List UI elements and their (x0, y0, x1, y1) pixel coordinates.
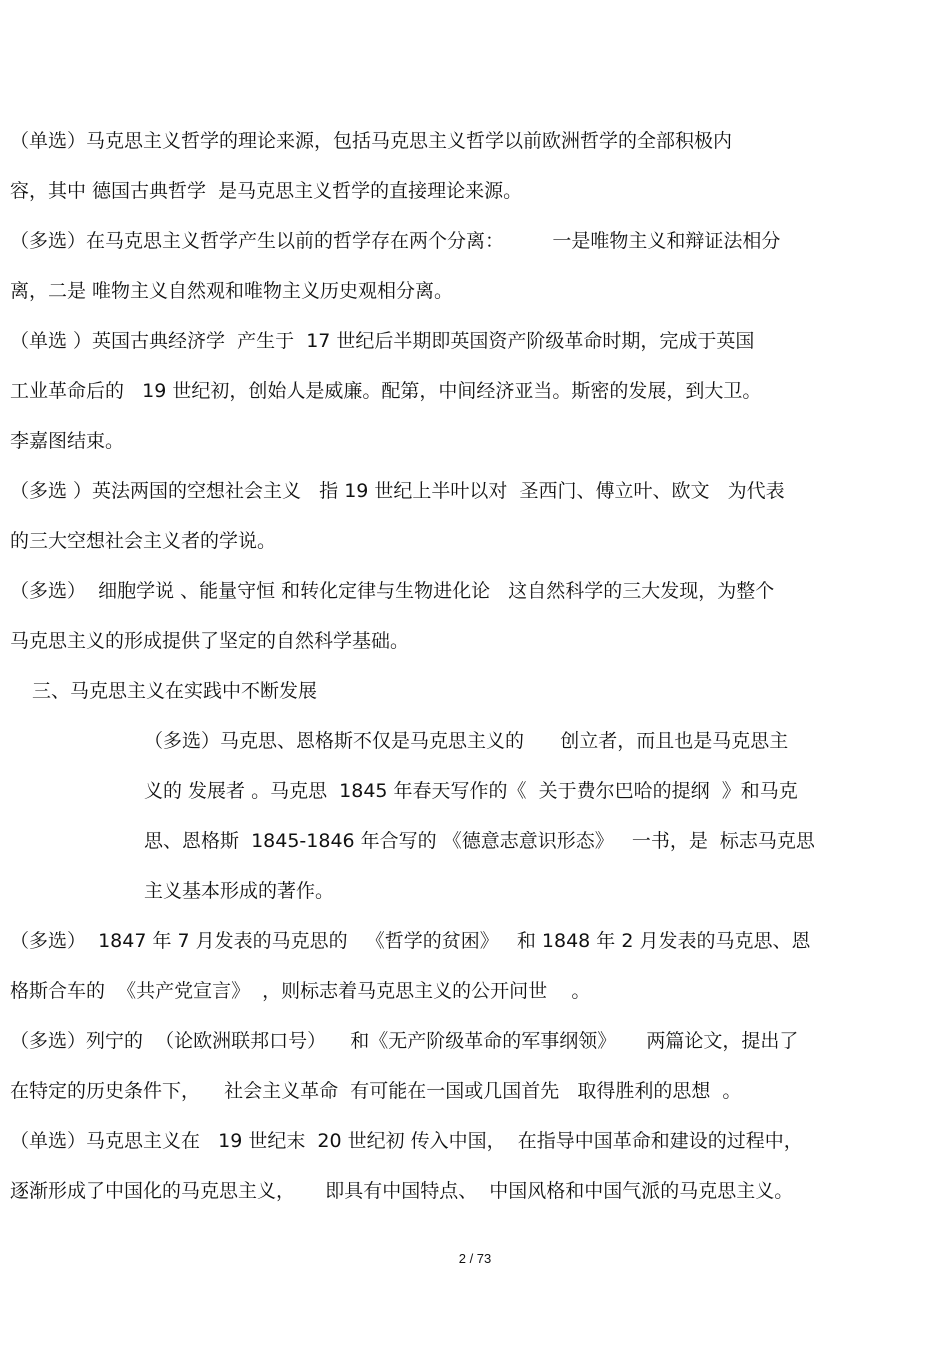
text-line: 逐渐形成了中国化的马克思主义， 即具有中国特点、 中国风格和中国气派的马克思主义。 (10, 1180, 794, 1202)
text-line: 李嘉图结束。 (10, 430, 125, 452)
text-line: 义的 发展者 。马克思 1845 年春天写作的《 关于费尔巴哈的提纲 》和马克 (144, 780, 798, 802)
text-line: （多选）马克思、恩格斯不仅是马克思主义的 创立者，而且也是马克思主 (144, 730, 789, 752)
text-line: 的三大空想社会主义者的学说。 (10, 530, 277, 552)
text-line: （单选 ）英国古典经济学 产生于 17 世纪后半期即英国资产阶级革命时期，完成于英国 (10, 330, 755, 352)
text-line: （多选）在马克思主义哲学产生以前的哲学存在两个分离： 一是唯物主义和辩证法相分 (10, 230, 781, 252)
text-line: 主义基本形成的著作。 (144, 880, 335, 902)
text-line: （多选 ）英法两国的空想社会主义 指 19 世纪上半叶以对 圣西门、傅立叶、欧文 为代表 (10, 480, 785, 502)
text-line: （单选）马克思主义在 19 世纪末 20 世纪初 传入中国， 在指导中国革命和建设的过程中， (10, 1130, 803, 1152)
text-line: （单选）马克思主义哲学的理论来源，包括马克思主义哲学以前欧洲哲学的全部积极内 (10, 130, 733, 152)
text-line: （多选） 细胞学说 、能量守恒 和转化定律与生物进化论 这自然科学的三大发现，为整个 (10, 580, 775, 602)
section-heading: 三、马克思主义在实践中不断发展 (32, 680, 318, 702)
page-number: 2 / 73 (458, 1251, 492, 1266)
text-line: 在特定的历史条件下， 社会主义革命 有可能在一国或几国首先 取得胜利的思想 。 (10, 1080, 742, 1102)
text-line: （多选） 1847 年 7 月发表的马克思的 《哲学的贫困》 和 1848 年 2 月发表的马克思、恩 (10, 930, 811, 952)
text-line: 马克思主义的形成提供了坚定的自然科学基础。 (10, 630, 410, 652)
text-line: 容，其中 德国古典哲学 是马克思主义哲学的直接理论来源。 (10, 180, 523, 202)
text-line: 工业革命后的 19 世纪初，创始人是威廉。配第，中间经济亚当。斯密的发展，到大卫。 (10, 380, 762, 402)
text-line: （多选）列宁的 （论欧洲联邦口号） 和《无产阶级革命的军事纲领》 两篇论文，提出了 (10, 1030, 799, 1052)
text-line: 思、恩格斯 1845-1846 年合写的 《德意志意识形态》 一书，是 标志马克思 (144, 830, 815, 852)
text-line: 离，二是 唯物主义自然观和唯物主义历史观相分离。 (10, 280, 454, 302)
text-line: 格斯合车的 《共产党宣言》 ，则标志着马克思主义的公开问世 。 (10, 980, 591, 1002)
